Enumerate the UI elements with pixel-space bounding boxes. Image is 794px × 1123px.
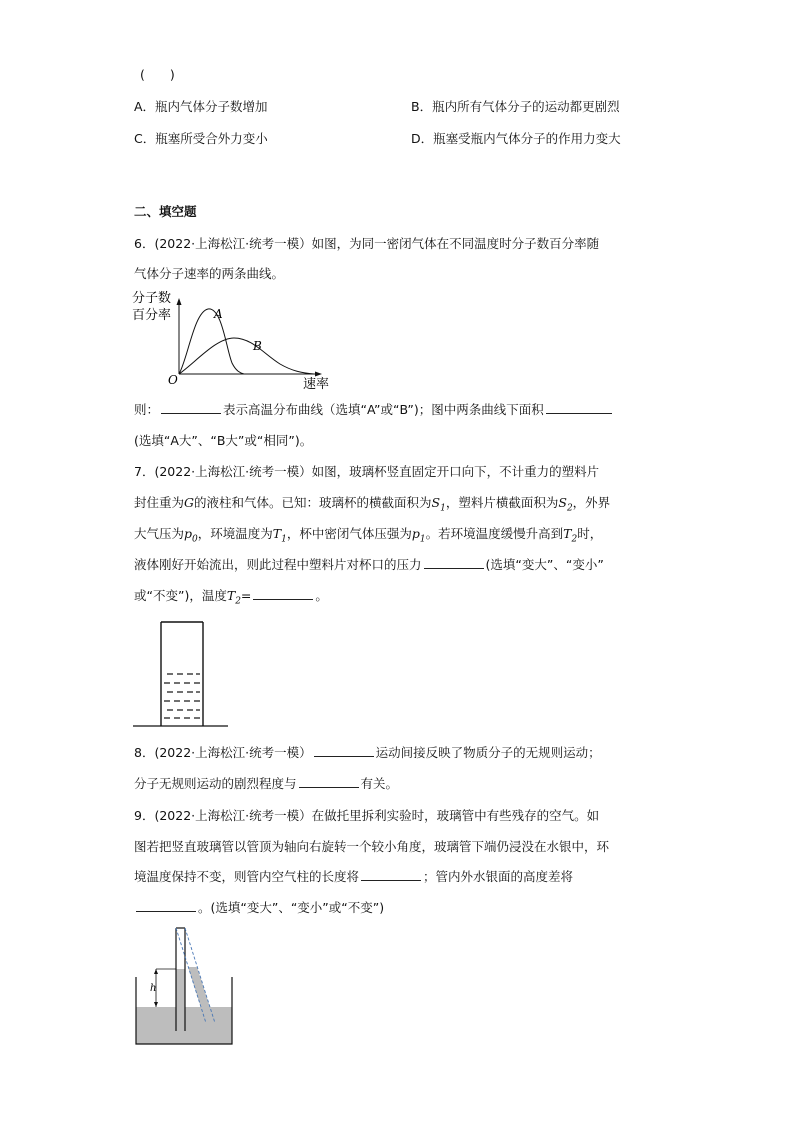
q7-text: ，环境温度为 xyxy=(197,526,273,541)
q7-blank-2[interactable] xyxy=(253,587,313,600)
q8-text: 运动间接反映了物质分子的无规则运动； xyxy=(375,745,601,760)
mercury-column xyxy=(176,969,185,1031)
symbol-t2: T xyxy=(226,588,236,603)
symbol-t1: T xyxy=(272,526,282,541)
q6-text: 表示高温分布曲线（选填“A”或“B”)；图中两条曲线下面积 xyxy=(223,402,544,417)
curve-b-label: B xyxy=(253,339,262,353)
q8-stem-line2 xyxy=(134,775,398,793)
q7-text: 封住重为 xyxy=(134,495,185,510)
q9-stem-line4 xyxy=(134,899,384,917)
q7-text: 大气压为 xyxy=(134,526,185,541)
curve-a xyxy=(179,309,244,374)
q9-text: 境温度保持不变，则管内空气柱的长度将 xyxy=(134,869,360,884)
option-c: C．瓶塞所受合外力变小 xyxy=(134,131,268,146)
q8-text: 分子无规则运动的剧烈程度与 xyxy=(134,776,297,791)
symbol-s1: S xyxy=(431,495,441,510)
q6-stem-line2: 气体分子速率的两条曲线。 xyxy=(134,266,285,281)
q6-stem-line1: 6．(2022·上海松江·统考一模）如图，为同一密闭气体在不同温度时分子数百分率随 xyxy=(134,236,600,251)
q9-torricelli-figure xyxy=(133,925,237,1047)
q7-stem-line4 xyxy=(134,556,604,574)
curve-b xyxy=(179,338,314,374)
q6-blank-2[interactable] xyxy=(546,401,612,414)
symbol-s1-sub: 1 xyxy=(440,503,446,514)
symbol-t2-sub: 2 xyxy=(235,596,241,607)
q7-text: = xyxy=(240,588,252,603)
q6-stem-line3 xyxy=(134,401,614,419)
symbol-g: G xyxy=(184,495,195,510)
q9-stem-line2: 图若把竖直玻璃管以管顶为轴向右旋转一个较小角度，玻璃管下端仍浸没在水银中，环 xyxy=(134,839,610,854)
answer-bracket: ( ) xyxy=(140,67,175,82)
q6-stem-line4: (选填“A大”、“B大”或“相同”)。 xyxy=(134,433,313,448)
q7-text: 的液柱和气体。已知：玻璃杯的横截面积为 xyxy=(194,495,432,510)
q7-stem-line3 xyxy=(134,525,602,549)
q9-stem-line1: 9．(2022·上海松江·统考一模）在做托里拆利实验时，玻璃管中有些残存的空气。如 xyxy=(134,808,600,823)
curve-a-label: A xyxy=(214,307,223,321)
q9-stem-line3 xyxy=(134,868,573,886)
liquid-column xyxy=(164,674,200,718)
symbol-p0-sub: 0 xyxy=(192,534,198,545)
q8-text: 有关。 xyxy=(360,776,399,791)
q6-text: 则： xyxy=(134,402,160,417)
symbol-t2-sub: 2 xyxy=(571,534,578,545)
q9-blank-1[interactable] xyxy=(361,868,421,881)
q7-stem-line5 xyxy=(134,587,328,611)
q9-text: ；管内外水银面的高度差将 xyxy=(423,869,574,884)
x-axis-label: 速率 xyxy=(303,377,330,392)
option-a: A．瓶内气体分子数增加 xyxy=(134,99,268,114)
h-arrow-down xyxy=(154,1002,158,1007)
q7-text: 。若环境温度缓慢升高到 xyxy=(425,526,564,541)
option-d: D．瓶塞受瓶内气体分子的作用力变大 xyxy=(411,131,621,146)
q7-stem-line2 xyxy=(134,494,610,518)
q6-blank-1[interactable] xyxy=(161,401,221,414)
q7-text: (选填“变大”、“变小” xyxy=(485,557,604,572)
q7-glass-figure xyxy=(133,620,229,730)
q7-text: 液体刚好开始流出，则此过程中塑料片对杯口的压力 xyxy=(134,557,422,572)
origin-label: O xyxy=(168,373,178,387)
symbol-s2-sub: 2 xyxy=(566,503,573,514)
q7-text: 时， xyxy=(577,526,603,541)
y-axis-label-2: 百分率 xyxy=(132,308,172,323)
h-label: h xyxy=(150,983,157,994)
q9-text: 。(选填“变大”、“变小”或“不变”) xyxy=(198,900,385,915)
q7-text: ，杯中密闭气体压强为 xyxy=(286,526,412,541)
symbol-t2: T xyxy=(563,526,572,541)
q8-blank-1[interactable] xyxy=(314,744,374,757)
q9-blank-2[interactable] xyxy=(136,899,196,912)
q7-text: 。 xyxy=(315,588,328,603)
section-heading: 二、填空题 xyxy=(134,204,197,219)
h-arrow-up xyxy=(154,969,158,974)
q8-blank-2[interactable] xyxy=(299,775,359,788)
symbol-s2: S xyxy=(558,495,567,510)
y-axis-arrow xyxy=(177,298,182,305)
option-b: B．瓶内所有气体分子的运动都更剧烈 xyxy=(411,99,620,114)
x-axis-arrow xyxy=(315,372,322,377)
q7-blank-1[interactable] xyxy=(424,556,484,569)
q7-text: ，外界 xyxy=(572,495,611,510)
symbol-p0: p xyxy=(184,526,193,541)
q8-stem-line1 xyxy=(134,744,601,762)
q8-text: 8．(2022·上海松江·统考一模） xyxy=(134,745,312,760)
symbol-p1-sub: 1 xyxy=(419,534,426,545)
q7-stem-line1: 7．(2022·上海松江·统考一模）如图，玻璃杯竖直固定开口向下，不计重力的塑料片 xyxy=(134,464,600,479)
q6-distribution-figure xyxy=(130,288,340,390)
symbol-p1: p xyxy=(411,526,420,541)
q7-text: ，塑料片横截面积为 xyxy=(445,495,559,510)
y-axis-label-1: 分子数 xyxy=(132,291,172,306)
symbol-t1-sub: 1 xyxy=(281,534,287,545)
q7-text: 或“不变”)，温度 xyxy=(134,588,227,603)
